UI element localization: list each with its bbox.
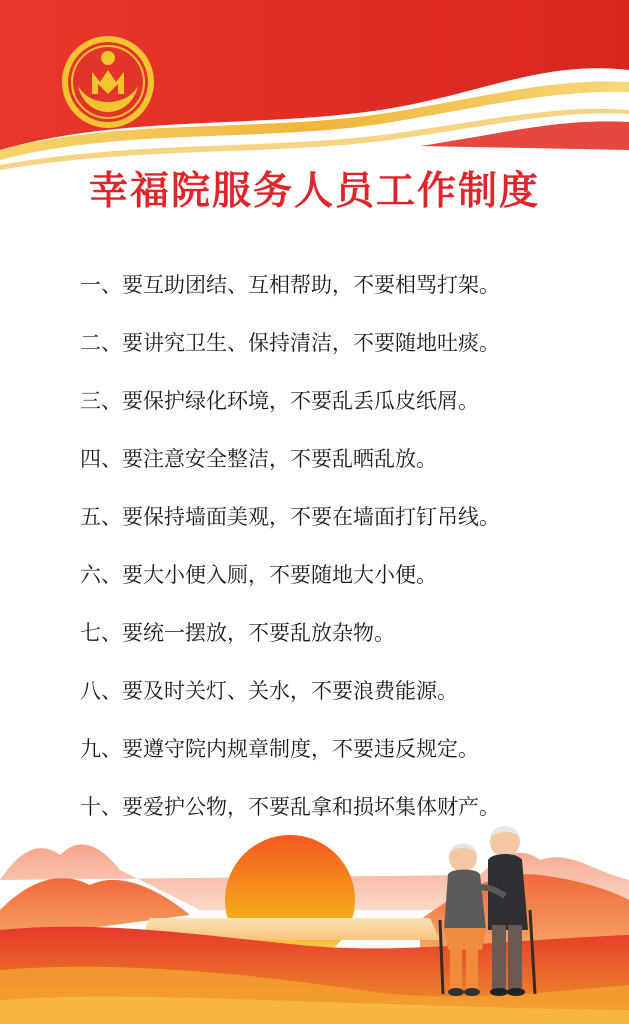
rule-item: 二、要讲究卫生、保持清洁，不要随地吐痰。 <box>80 331 500 355</box>
rule-item: 四、要注意安全整洁，不要乱晒乱放。 <box>80 447 437 471</box>
rule-item: 三、要保护绿化环境，不要乱丢瓜皮纸屑。 <box>80 389 479 413</box>
sunset-landscape <box>0 800 629 1024</box>
rule-item: 七、要统一摆放，不要乱放杂物。 <box>80 621 395 645</box>
civil-affairs-emblem-icon <box>60 34 156 130</box>
rule-item: 六、要大小便入厕，不要随地大小便。 <box>80 563 437 587</box>
rule-item: 九、要遵守院内规章制度，不要违反规定。 <box>80 737 479 761</box>
rule-item: 八、要及时关灯、关水，不要浪费能源。 <box>80 679 458 703</box>
rule-item: 十、要爱护公物，不要乱拿和损坏集体财产。 <box>80 795 500 819</box>
rule-item: 五、要保持墙面美观，不要在墙面打钉吊线。 <box>80 505 500 529</box>
rules-list <box>80 265 620 845</box>
rule-item: 一、要互助团结、互相帮助，不要相骂打架。 <box>80 273 500 297</box>
page-title: 幸福院服务人员工作制度 <box>88 169 540 214</box>
